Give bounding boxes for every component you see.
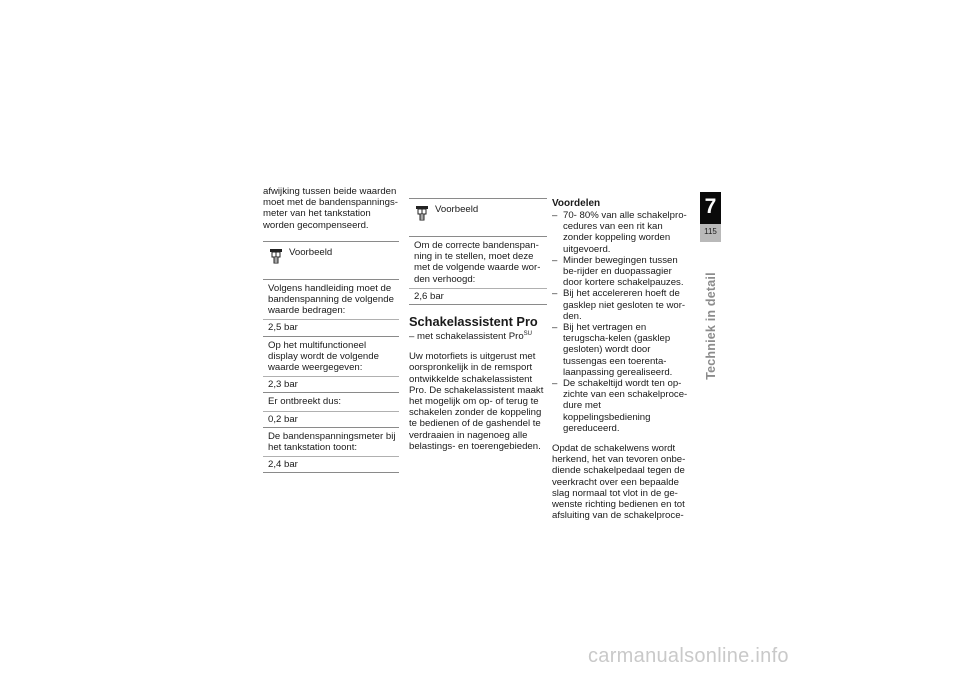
example-table-2: [409, 198, 547, 305]
advantages-heading: Voordelen: [552, 198, 601, 209]
advantages-list: [552, 210, 690, 434]
column-3: [552, 198, 690, 521]
column-1: [263, 186, 399, 473]
body-paragraph: Opdat de schakelwens wordt herkend, het van tevoren onbe-diende schakelpedaal tegen de veerkracht over een bepaalde slag normaal tot vlot in de ge-wenste richting bedienen en tot afsluiting van de schakelproce-: [552, 443, 686, 522]
option-code: SU: [523, 331, 533, 338]
example-answer: 2,3 bar: [263, 377, 399, 393]
option-dash: –: [409, 331, 418, 343]
example-header: [263, 242, 399, 280]
example-title: Voorbeeld: [435, 204, 479, 215]
example-question: Er ontbreekt dus:: [263, 393, 399, 411]
column-2: [409, 198, 547, 452]
tire-gauge-icon: [269, 248, 283, 264]
section-heading: Schakelassistent Pro: [409, 314, 538, 330]
example-answer: 2,5 bar: [263, 320, 399, 336]
example-question: Volgens handleiding moet de bandenspanning de volgende waarde bedragen:: [263, 280, 399, 321]
option-text: met schakelassistent Pro: [417, 331, 524, 343]
option-line: [409, 331, 547, 342]
watermark: carmanualsonline.info: [588, 645, 789, 667]
example-question: Om de correcte bandenspan-ning in te stellen, moet deze met de volgende waarde wor-den verhoogd:: [409, 237, 547, 289]
list-item: – De schakeltijd wordt ten op-zichte van een schakelproce-dure met koppelingsbediening gereduceerd.: [552, 378, 690, 434]
example-title: Voorbeeld: [289, 246, 333, 258]
list-item: – Bij het vertragen en terugscha-kelen (gasklep gesloten) wordt door tussengas een toerenta-laanpassing gerealiseerd.: [552, 322, 690, 378]
example-answer: 2,4 bar: [268, 459, 298, 471]
list-item: – Bij het accelereren hoeft de gasklep niet gesloten te wor-den.: [552, 288, 690, 322]
example-question: De bandenspanningsmeter bij het tankstation toont:: [263, 428, 399, 457]
example-header: [409, 199, 547, 237]
example-answer: 0,2 bar: [263, 412, 399, 428]
list-item: – 70- 80% van alle schakelpro-cedures van een rit kan zonder koppeling worden uitgevoerd.: [552, 210, 690, 255]
chapter-number: 7: [704, 195, 717, 218]
example-table-1: [263, 241, 399, 474]
example-answer: 2,6 bar: [414, 290, 444, 302]
body-paragraph: Uw motorfiets is uitgerust met oorspronkelijk in de remsport ontwikkelde schakelassistent Pro. De schakelassistent maakt het mogelijk om op- of terug te schakelen zonder de koppeling te bedienen of de gashendel te verdraaien in nagenoeg alle belastings- en toerengebieden.: [409, 351, 544, 452]
section-side-label: Techniek in detail: [704, 272, 718, 380]
tire-gauge-icon: [415, 205, 429, 221]
intro-paragraph: afwijking tussen beide waarden moet met de bandenspannings-meter van het tankstation worden gecompenseerd.: [263, 186, 398, 231]
list-item: – Minder bewegingen tussen be-rijder en duopassagier door kortere schakelpauzes.: [552, 255, 690, 289]
example-question: Op het multifunctioneel display wordt de volgende waarde weergegeven:: [263, 337, 399, 378]
chapter-tab: [700, 192, 721, 242]
page-number: 115: [704, 227, 717, 236]
